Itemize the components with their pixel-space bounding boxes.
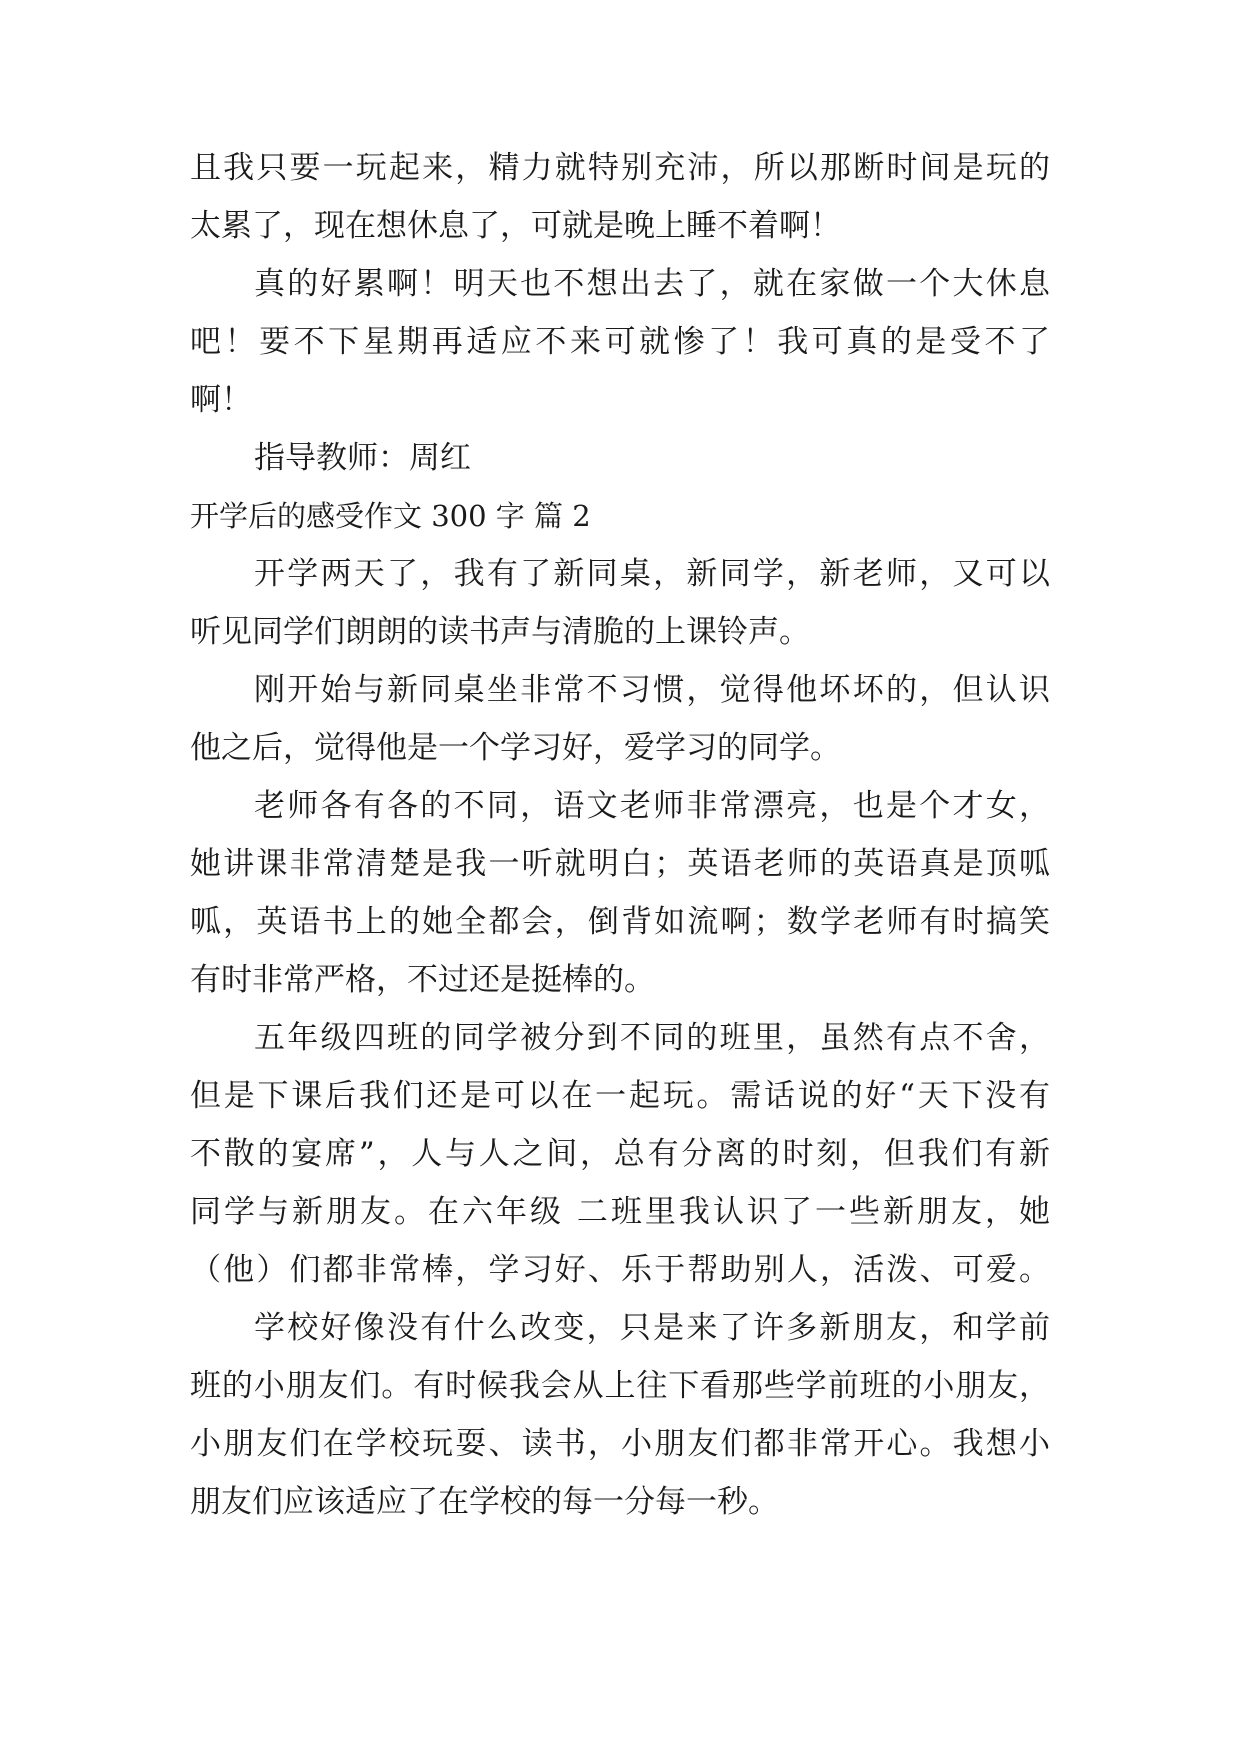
paragraph-line: 学校好像没有什么改变，只是来了许多新朋友，和学前 bbox=[254, 1310, 1050, 1346]
paragraph-line: 但是下课后我们还是可以在一起玩。需话说的好“天下没有 bbox=[190, 1078, 1050, 1114]
paragraph-line: 刚开始与新同桌坐非常不习惯，觉得他坏坏的，但认识 bbox=[254, 672, 1050, 708]
paragraph-line: （他）们都非常棒，学习好、乐于帮助别人，活泼、可爱。 bbox=[190, 1252, 1050, 1288]
paragraph-line: 且我只要一玩起来，精力就特别充沛，所以那断时间是玩的 bbox=[190, 150, 1050, 186]
paragraph-line: 她讲课非常清楚是我一听就明白；英语老师的英语真是顶呱 bbox=[190, 846, 1050, 882]
paragraph-line: 同学与新朋友。在六年级 二班里我认识了一些新朋友，她 bbox=[190, 1194, 1050, 1230]
paragraph-line: 班的小朋友们。有时候我会从上往下看那些学前班的小朋友， bbox=[190, 1368, 1050, 1404]
paragraph-line: 听见同学们朗朗的读书声与清脆的上课铃声。 bbox=[190, 614, 810, 650]
paragraph-line: 五年级四班的同学被分到不同的班里，虽然有点不舍， bbox=[254, 1020, 1050, 1056]
paragraph-line: 有时非常严格，不过还是挺棒的。 bbox=[190, 962, 655, 998]
paragraph-line: 真的好累啊！明天也不想出去了，就在家做一个大休息 bbox=[254, 266, 1050, 302]
paragraph-line: 他之后，觉得他是一个学习好，爱学习的同学。 bbox=[190, 730, 841, 766]
paragraph-line: 呱，英语书上的她全都会，倒背如流啊；数学老师有时搞笑 bbox=[190, 904, 1050, 940]
paragraph-line: 不散的宴席”，人与人之间，总有分离的时刻，但我们有新 bbox=[190, 1136, 1050, 1172]
paragraph-line: 小朋友们在学校玩耍、读书，小朋友们都非常开心。我想小 bbox=[190, 1426, 1050, 1462]
paragraph-line: 啊！ bbox=[190, 382, 252, 418]
paragraph-line: 吧！要不下星期再适应不来可就惨了！我可真的是受不了 bbox=[190, 324, 1050, 360]
paragraph-line: 朋友们应该适应了在学校的每一分每一秒。 bbox=[190, 1484, 779, 1520]
paragraph-line: 开学两天了，我有了新同桌，新同学，新老师，又可以 bbox=[254, 556, 1050, 592]
section-heading: 开学后的感受作文 300 字 篇 2 bbox=[190, 499, 591, 533]
paragraph-line: 老师各有各的不同，语文老师非常漂亮，也是个才女， bbox=[254, 788, 1050, 824]
paragraph-line: 太累了，现在想休息了，可就是晚上睡不着啊！ bbox=[190, 208, 841, 244]
instructor-line: 指导教师：周红 bbox=[254, 440, 471, 476]
